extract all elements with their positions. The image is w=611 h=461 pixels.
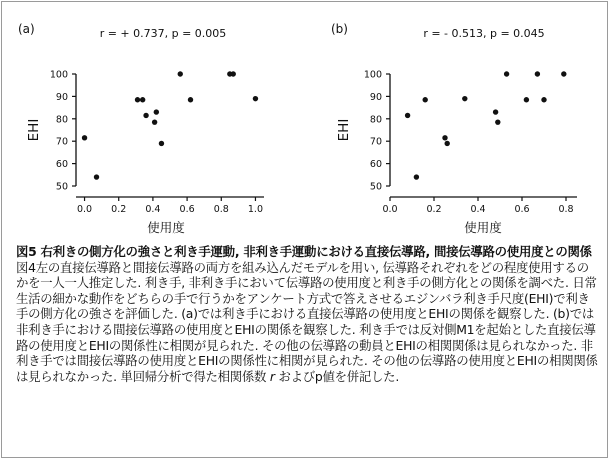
panel-b-y-tick-label: 90 bbox=[369, 91, 382, 103]
panel-a-y-tick-label: 70 bbox=[55, 136, 68, 148]
panel-a-y-tick-label: 90 bbox=[55, 91, 68, 103]
panel-a-data-point bbox=[253, 96, 258, 101]
caption-title: 図5 右利きの側方化の強さと利き手運動, 非利き手運動における直接伝導路, 間接伝導路の使用度との関係 bbox=[16, 244, 592, 259]
panel-a-data-point bbox=[188, 97, 193, 102]
panel-a-x-tick-label: 0.0 bbox=[76, 204, 93, 215]
panel-b-data-point bbox=[462, 96, 467, 101]
panel-b-data-point bbox=[561, 71, 566, 76]
panel-a-x-tick-label: 0.2 bbox=[111, 204, 127, 215]
caption-body: 図4左の直接伝導路と間接伝導路の両方を組み込んだモデルを用い, 伝導路それぞれをどの程度使用するのかを一人一人推定した. 利き手, 非利き手において伝導路の使用度と利き手の側方化との関係を調べた. 日常生活の細かな動作をどちらの手で行うかをアンケート方式で答えさせるエジンバラ利き手尺度(EHI)で利き手の側方化の強さを評価した. (a)では利き手における直接伝導路の使用度とEHIの関係を観察した. (b)では非利き手における間接伝導路の使用度とEHIの関係を観察した. 利き手では反対側M1を起始とした直接伝導路の使用度とEHIの関係性に相関が見られた. その他の伝導路の動員とEHIの相関関係は見られなかった. 非利き手では間接伝導路の使用度とEHIの関係性に相関が見られた. その他の伝導路の使用度とEHIの相関関係は見られなかった. 単回帰分析で得た相関係数 bbox=[16, 259, 598, 384]
panel-b-x-label: 使用度 bbox=[464, 220, 502, 235]
panel-a-y-ticks bbox=[50, 70, 76, 193]
panel-b-data-point bbox=[442, 135, 447, 140]
panel-b-y-tick-label: 50 bbox=[369, 181, 382, 193]
panel-a-data-point bbox=[143, 113, 148, 118]
panel-b-data-point bbox=[493, 109, 498, 114]
panel-a-data-point bbox=[135, 97, 140, 102]
panel-b-y-tick-label: 100 bbox=[363, 69, 382, 81]
panel-a-data-point bbox=[178, 71, 183, 76]
panel-a-data-point bbox=[140, 97, 145, 102]
panel-b-data-point bbox=[495, 119, 500, 124]
panel-a-y-tick-label: 50 bbox=[55, 181, 68, 193]
panel-a-y-tick-label: 60 bbox=[55, 159, 68, 171]
panel-b-y-ticks bbox=[364, 70, 390, 193]
panel-b-x-tick-label: 0.0 bbox=[382, 204, 398, 215]
panel-a-x-tick-label: 0.8 bbox=[213, 204, 229, 215]
panel-b-data-point bbox=[445, 141, 450, 146]
panel-b-data-point bbox=[524, 97, 529, 102]
figure-caption bbox=[16, 244, 600, 384]
panel-b-x-tick-label: 0.4 bbox=[470, 204, 486, 215]
panel-b-data-point bbox=[423, 97, 428, 102]
panel-a-x-tick-label: 0.4 bbox=[145, 204, 161, 215]
panel-b-data-point bbox=[405, 113, 410, 118]
panel-a-y-tick-label: 80 bbox=[55, 114, 68, 126]
panel-a-y-tick-label: 100 bbox=[49, 69, 68, 81]
panel-a-data-point bbox=[159, 141, 164, 146]
panel-b-x-tick-label: 0.2 bbox=[426, 204, 442, 215]
panel-a-x-tick-label: 0.6 bbox=[179, 204, 195, 215]
panel-b-data-point bbox=[504, 71, 509, 76]
panel-b-y-label: EHI bbox=[336, 118, 352, 142]
panel-b-label: (b) bbox=[331, 22, 348, 36]
panel-b-data-point bbox=[541, 97, 546, 102]
panel-b-x-ticks bbox=[382, 197, 573, 215]
panel-a-x-ticks bbox=[77, 197, 263, 215]
panel-a-label: (a) bbox=[18, 22, 35, 36]
panel-a-data-point bbox=[152, 119, 157, 124]
panel-b-y-tick-label: 80 bbox=[369, 114, 382, 126]
panel-b-x-tick-label: 0.8 bbox=[558, 204, 574, 215]
panel-b-data-point bbox=[414, 174, 419, 179]
panel-a-x-label: 使用度 bbox=[147, 220, 185, 235]
panel-a-points bbox=[82, 71, 258, 179]
caption-r-symbol: r bbox=[269, 368, 275, 384]
panel-a bbox=[18, 22, 264, 235]
panel-b-data-point bbox=[535, 71, 540, 76]
panel-b bbox=[331, 22, 577, 235]
panel-a-data-point bbox=[231, 71, 236, 76]
panel-a-y-label: EHI bbox=[26, 118, 42, 142]
panel-a-data-point bbox=[94, 174, 99, 179]
panel-a-x-tick-label: 1.0 bbox=[247, 204, 264, 215]
panel-b-x-tick-label: 0.6 bbox=[514, 204, 530, 215]
panel-a-data-point bbox=[154, 109, 159, 114]
panel-b-y-tick-label: 70 bbox=[369, 136, 382, 148]
caption-body-end: およびp値を併記した. bbox=[274, 368, 400, 384]
panel-a-stats: r = + 0.737, p = 0.005 bbox=[99, 27, 227, 40]
panel-b-y-tick-label: 60 bbox=[369, 159, 382, 171]
panel-a-data-point bbox=[82, 135, 87, 140]
panel-b-points bbox=[405, 71, 567, 179]
panel-b-stats: r = - 0.513, p = 0.045 bbox=[423, 27, 545, 40]
